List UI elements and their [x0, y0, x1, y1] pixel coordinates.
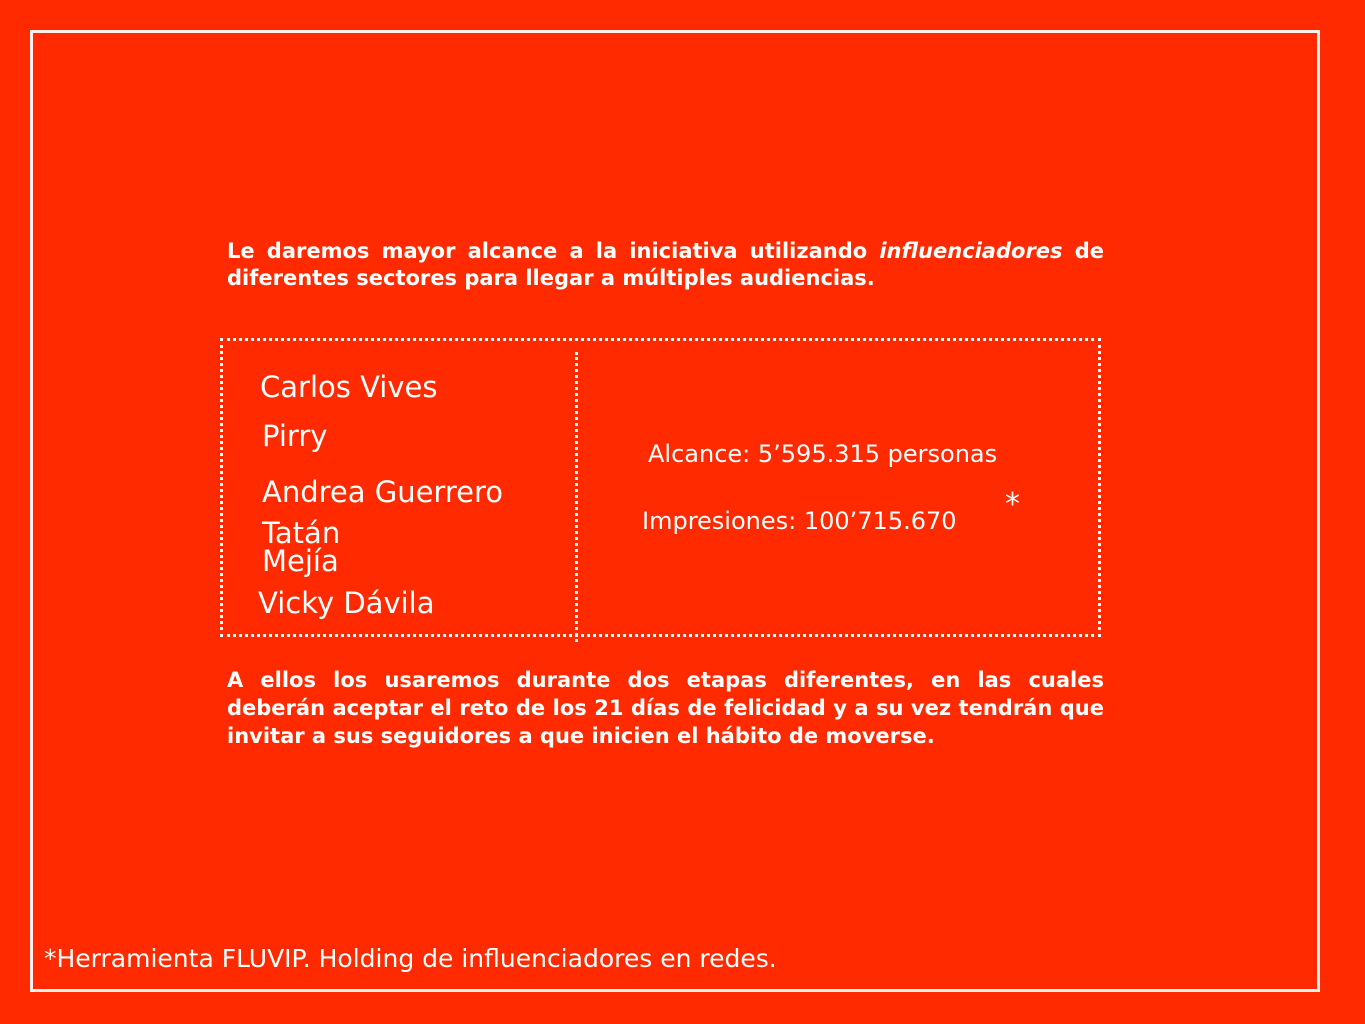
influencer-vicky-davila: Vicky Dávila [258, 586, 435, 620]
asterisk-icon: * [1005, 487, 1020, 522]
outro-paragraph: A ellos los usaremos durante dos etapas diferentes, en las cuales deberán aceptar el reto de los 21 días de felicidad y a su vez tendrán que invitar a sus seguidores a que inicien el hábito de moverse. [227, 668, 1104, 748]
footnote [44, 944, 777, 974]
footnote-text: Herramienta FLUVIP. Holding de influenciadores en redes. [56, 944, 777, 973]
stat-alcance: Alcance: 5’595.315 personas [648, 440, 998, 468]
intro-paragraph [227, 238, 1104, 292]
box-divider [575, 352, 578, 642]
intro-text-start: Le daremos mayor alcance a la iniciativa utilizando [227, 239, 880, 263]
influencer-carlos-vives: Carlos Vives [260, 370, 438, 404]
influencer-tatan-line2: Mejía [262, 544, 339, 578]
intro-text-end: de diferentes sectores para llegar a múltiples audiencias. [227, 239, 1104, 290]
influencer-tatan-line1: Tatán [262, 516, 341, 550]
footnote-asterisk-icon: * [44, 944, 57, 973]
stat-impresiones: Impresiones: 100’715.670 [642, 507, 957, 535]
intro-text-italic: influenciadores [879, 239, 1063, 263]
influencer-andrea-guerrero: Andrea Guerrero [262, 475, 504, 509]
influencer-pirry: Pirry [262, 419, 328, 453]
